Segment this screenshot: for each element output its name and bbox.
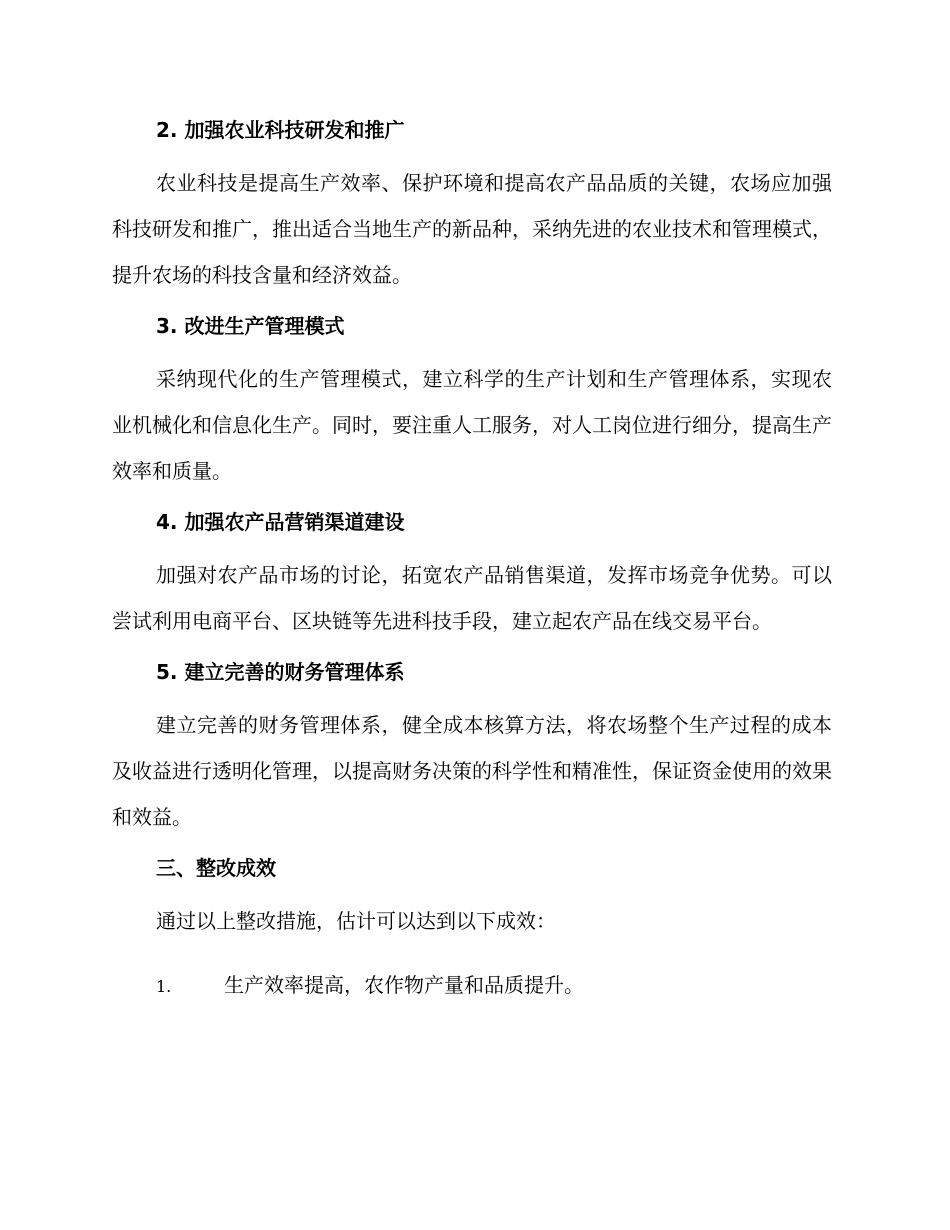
list-item	[112, 962, 832, 1010]
section-paragraph: 加强对农产品市场的讨论，拓宽农产品销售渠道，发挥市场竞争优势。可以尝试利用电商平台、区块链等先进科技手段，建立起农产品在线交易平台。	[112, 563, 832, 633]
list-item-number: 1.	[156, 977, 172, 996]
section-heading: 三、整改成效	[156, 856, 276, 880]
section-heading: 3. 改进生产管理模式	[156, 314, 345, 338]
section-heading: 4. 加强农产品营销渠道建设	[156, 510, 405, 534]
section-paragraph: 建立完善的财务管理体系，健全成本核算方法，将农场整个生产过程的成本及收益进行透明化管理，以提高财务决策的科学性和精准性，保证资金使用的效果和效益。	[112, 713, 832, 829]
list-item-text: 生产效率提高，农作物产量和品质提升。	[224, 973, 584, 997]
section-heading: 5. 建立完善的财务管理体系	[156, 660, 405, 684]
section-heading: 2. 加强农业科技研发和推广	[156, 118, 405, 142]
document-body	[112, 114, 832, 1010]
section-paragraph: 农业科技是提高生产效率、保护环境和提高农产品品质的关键，农场应加强科技研发和推广，推出适合当地生产的新品种，采纳先进的农业技术和管理模式，提升农场的科技含量和经济效益。	[112, 171, 832, 287]
section-paragraph: 采纳现代化的生产管理模式，建立科学的生产计划和生产管理体系，实现农业机械化和信息化生产。同时，要注重人工服务，对人工岗位进行细分，提高生产效率和质量。	[112, 367, 832, 483]
section-paragraph: 通过以上整改措施，估计可以达到以下成效：	[156, 909, 556, 933]
